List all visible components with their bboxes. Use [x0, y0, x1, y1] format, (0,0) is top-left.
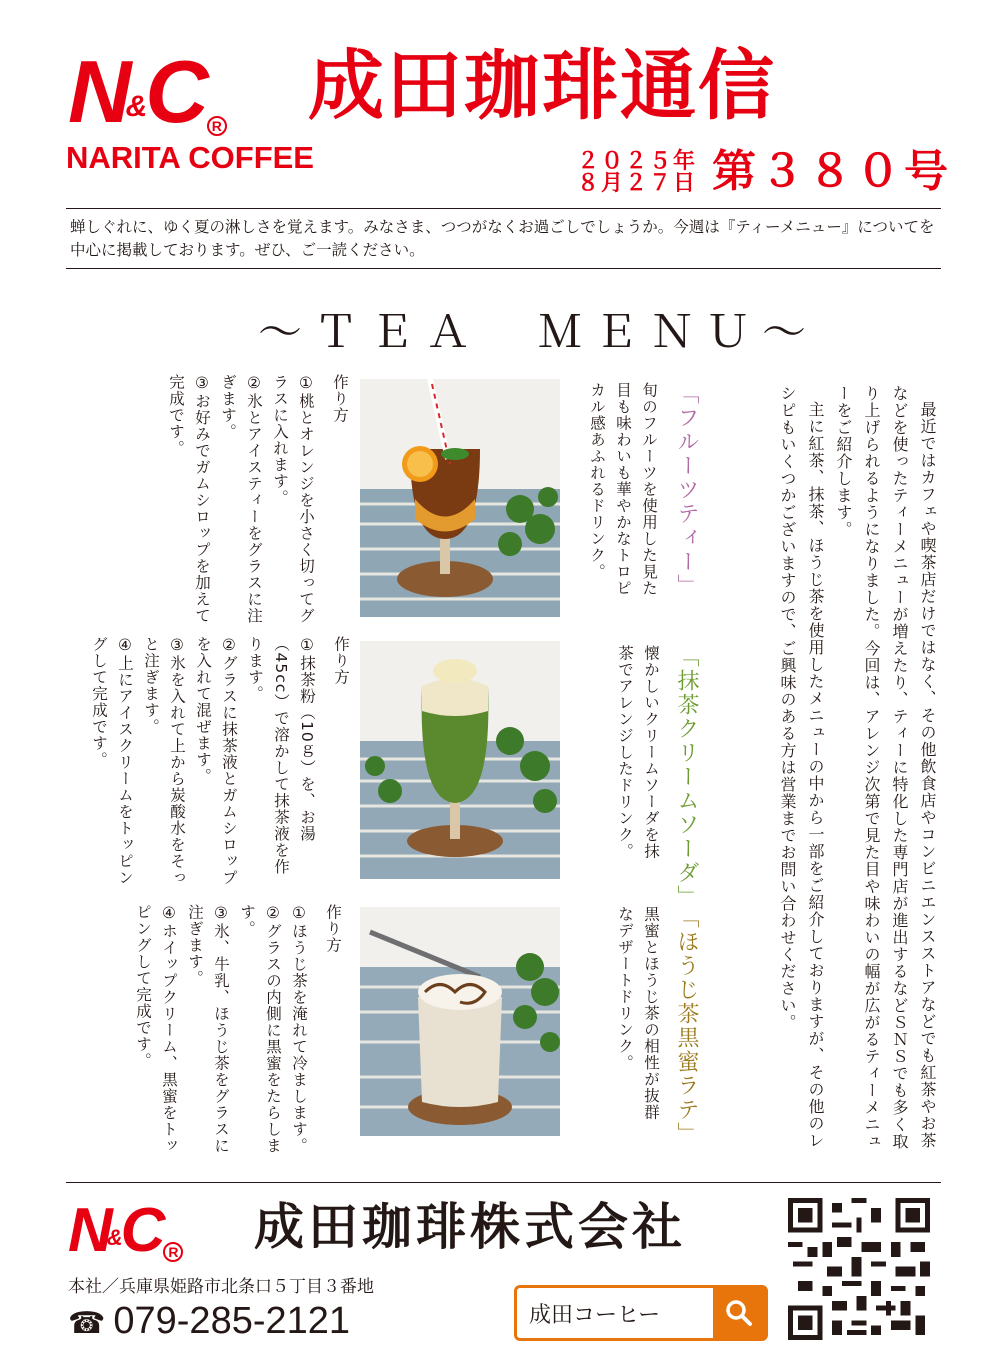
company-address: 本社／兵庫県姫路市北条口５丁目３番地	[68, 1277, 374, 1297]
drink-desc-matcha-cream-soda: 懐かしいクリームソーダを抹茶でアレンジしたドリンク。	[616, 645, 660, 860]
qr-code[interactable]	[788, 1198, 930, 1340]
matcha-cream-soda-photo	[360, 641, 560, 879]
recipe-step: ③氷を入れて上から炭酸水をそっと注ぎます。	[142, 636, 186, 886]
drink-desc-houjicha-latte: 黒蜜とほうじ茶の相性が抜群なデザートドリンク。	[616, 906, 660, 1121]
drink-title-houjicha-latte: 「ほうじ茶黒蜜ラテ」	[674, 906, 699, 1146]
divider	[66, 208, 941, 209]
brand-wordmark: NARITA COFFEE	[66, 140, 314, 175]
footer-brand-logo: N&C R	[68, 1200, 183, 1262]
recipe-step: ①抹茶粉（10ｇ）を、お湯（45cc）で溶かして抹茶液を作ります。	[246, 636, 316, 875]
intro-text: 蝉しぐれに、ゆく夏の淋しさを覚えます。みなさま、つつがなくお過ごしでしょうか。今週は『ティーメニュー』についてを中心に掲載しております。ぜひ、ご一読ください。	[70, 218, 935, 259]
recipe-step: ③お好みでガムシロップを加えて完成です。	[167, 374, 211, 624]
section-title: 〜ＴＥＡ ＭＥＮＵ〜	[258, 307, 818, 358]
recipe-step: ④上にアイスクリームをトッピングして完成です。	[90, 636, 134, 886]
drink-title-fruit-tea: 「フルーツティー」	[674, 382, 699, 598]
issue-number: 第３８０号	[712, 146, 952, 197]
brand-logo: N&C R	[68, 48, 227, 136]
recipe-step: ②グラスに抹茶液とガムシロップを入れて混ぜます。	[194, 636, 238, 886]
recipe-step: ④ホイップクリーム、黒蜜をトッピングして完成です。	[134, 904, 178, 1154]
telephone-icon: ☎	[68, 1307, 106, 1340]
issue-date: ２０２５年 ８月２７日	[577, 149, 698, 196]
divider	[66, 1182, 941, 1183]
company-phone: ☎ 079-285-2121	[68, 1300, 351, 1342]
recipe-step: ①ほうじ茶を淹れて冷まします。	[290, 904, 308, 1154]
article-paragraph: 最近ではカフェや喫茶店だけではなく、その他飲食店やコンビニエンスストアなどでも紅茶やお茶などを使ったティーメニューが増えたり、ティーに特化した専門店が進出するなどＳＮＳでも多く取り上げられるようになりました。今回は、アレンジ次第で見た目や味わいの幅が広がるティーメニューをご紹介します。	[834, 385, 937, 1150]
recipe-step: ③氷、牛乳、ほうじ茶をグラスに注ぎます。	[186, 904, 230, 1154]
houjicha-latte-photo	[360, 907, 560, 1136]
recipe-matcha-cream-soda: 作り方 ①抹茶粉（10ｇ）を、お湯（45cc）で溶かして抹茶液を作ります。 ②グラスに抹茶液とガムシロップを入れて混ぜます。 ③氷を入れて上から炭酸水をそっと注ぎます。 ④上にアイスクリームをトッピングして完成です。	[64, 636, 354, 886]
search-icon	[724, 1298, 754, 1328]
company-name: 成田珈琲株式会社	[254, 1198, 686, 1256]
recipe-fruit-tea: 作り方 ①桃とオレンジを小さく切ってグラスに入れます。 ②氷とアイスティーをグラスに注ぎます。 ③お好みでガムシロップを加えて完成です。	[148, 374, 353, 624]
recipe-step: ②グラスの内側に黒蜜をたらします。	[238, 904, 282, 1154]
drink-title-matcha-cream-soda: 「抹茶クリームソーダ」	[674, 645, 699, 909]
search-button[interactable]	[713, 1288, 765, 1338]
recipe-step: ①桃とオレンジを小さく切ってグラスに入れます。	[271, 374, 315, 624]
article-paragraph: 主に紅茶、抹茶、ほうじ茶を使用したメニューの中から一部をご紹介しておりますが、その他のレシピもいくつかございますので、ご興味のある方は営業までお問い合わせください。	[778, 385, 825, 1149]
drink-desc-fruit-tea: 旬のフルーツを使用した見た目も味わいも華やかなトロピカル感あふれるドリンク。	[588, 382, 658, 597]
recipe-houjicha-latte: 作り方 ①ほうじ茶を淹れて冷まします。 ②グラスの内側に黒蜜をたらします。 ③氷、牛乳、ほうじ茶をグラスに注ぎます。 ④ホイップクリーム、黒蜜をトッピングして完成です。	[76, 904, 346, 1154]
search-box[interactable]	[514, 1285, 768, 1341]
fruit-tea-photo	[360, 379, 560, 617]
recipe-step: ②氷とアイスティーをグラスに注ぎます。	[219, 374, 263, 624]
newsletter-title: 成田珈琲通信	[308, 41, 776, 130]
article-body	[701, 385, 941, 1155]
search-input[interactable]: 成田コーヒー	[529, 1302, 661, 1328]
divider	[66, 268, 941, 269]
